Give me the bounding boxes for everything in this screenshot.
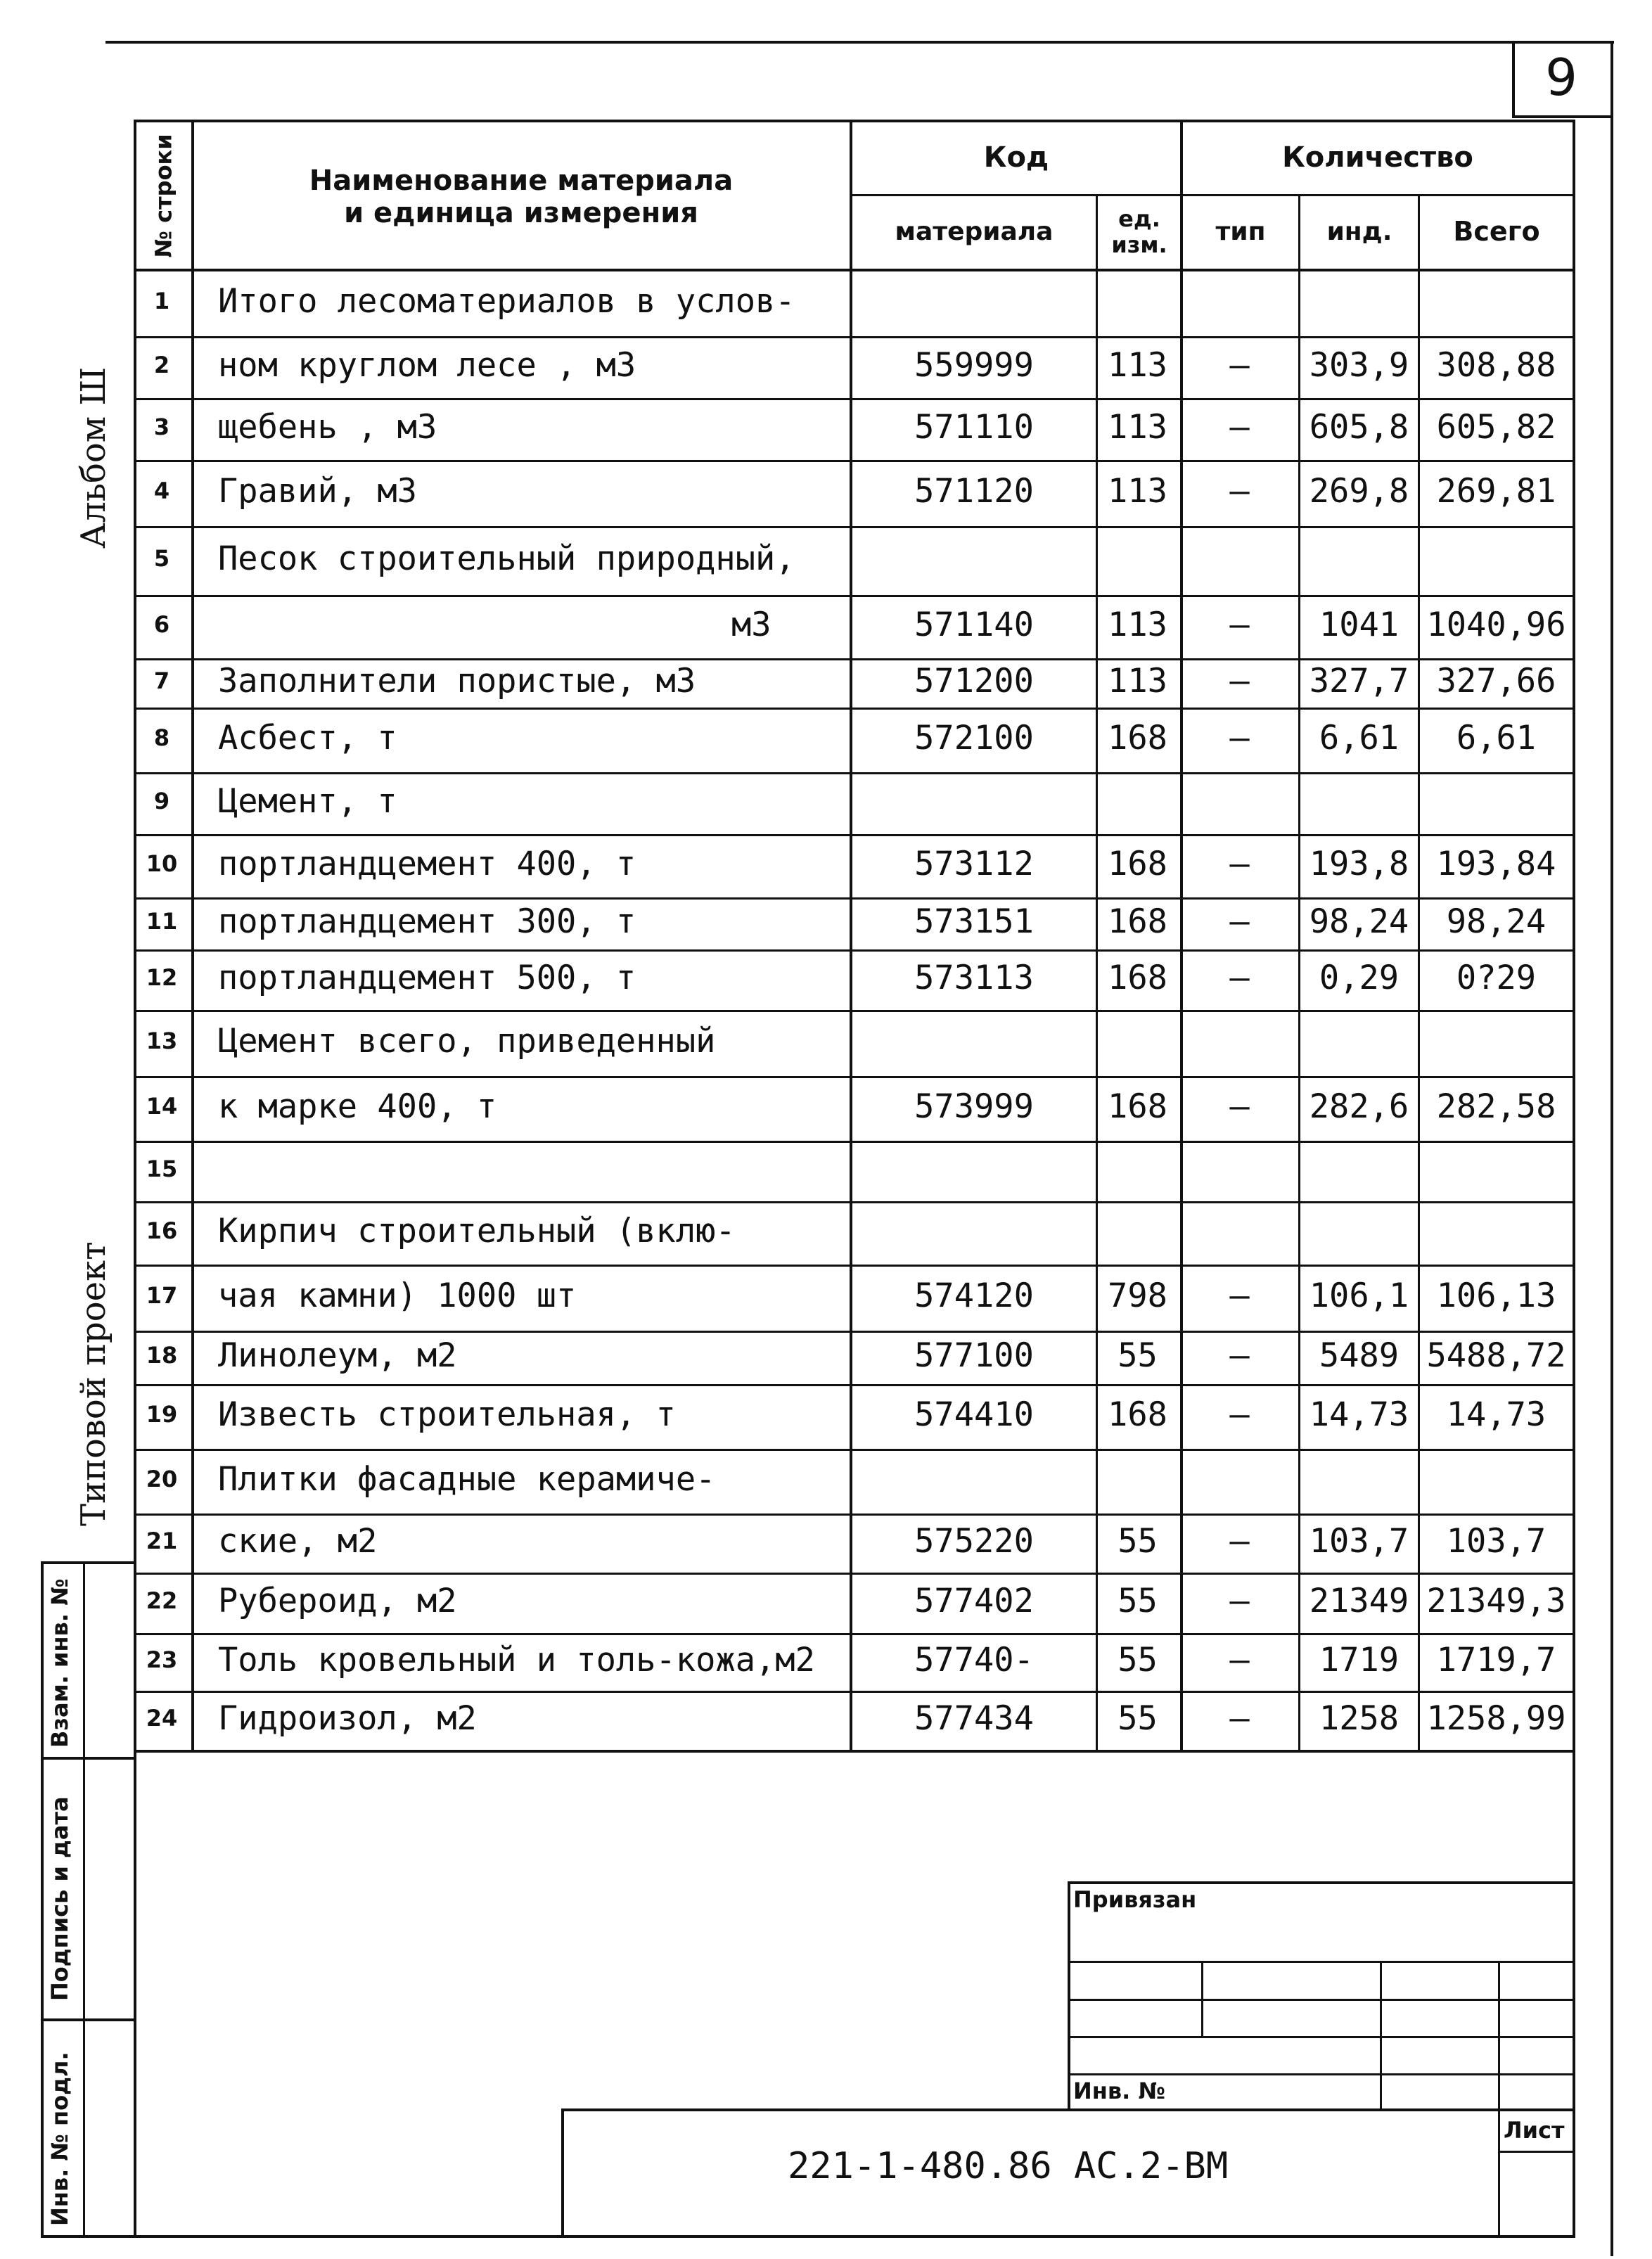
qty-total: 1040,96: [1426, 606, 1566, 644]
header-code-unit-1: ед.: [1118, 205, 1160, 233]
side-label-project: Типовой проект: [74, 1241, 113, 1526]
qty-total: 0?29: [1456, 959, 1537, 997]
material-code: 573113: [914, 959, 1034, 997]
row-divider: [134, 398, 1575, 400]
row-divider: [134, 834, 1575, 836]
row-number: 6: [153, 611, 170, 638]
qty-total: 103,7: [1446, 1522, 1547, 1561]
material-name: Рубероид, м2: [218, 1582, 457, 1620]
material-name: Итого лесоматериалов в услов-: [218, 282, 795, 321]
qty-type: –: [1229, 662, 1250, 700]
row-divider: [134, 1265, 1575, 1267]
qty-type: –: [1229, 1276, 1250, 1315]
tb-privyazan-label: Привязан: [1073, 1886, 1197, 1913]
material-name: ские, м2: [218, 1522, 378, 1561]
qty-total: 282,58: [1436, 1087, 1556, 1126]
qty-individual: 0,29: [1319, 959, 1400, 997]
qty-individual: 303,9: [1309, 346, 1409, 385]
header-qty-ind: инд.: [1326, 217, 1392, 247]
material-name: м3: [731, 606, 771, 644]
qty-total: 269,81: [1436, 472, 1556, 511]
unit-code: 113: [1108, 662, 1167, 700]
col-line-ind: [1418, 194, 1420, 1751]
row-number: 2: [153, 352, 170, 378]
material-name: Кирпич строительный (вклю-: [218, 1212, 736, 1250]
material-code: 571140: [914, 606, 1034, 644]
material-code: 571110: [914, 408, 1034, 447]
qty-type: –: [1229, 845, 1250, 883]
row-number: 17: [146, 1282, 178, 1309]
unit-code: 113: [1108, 606, 1167, 644]
row-number: 21: [146, 1528, 178, 1554]
material-name: Гидроизол, м2: [218, 1699, 477, 1738]
unit-code: 113: [1108, 346, 1167, 385]
unit-code: 55: [1118, 1582, 1158, 1620]
row-number: 3: [153, 414, 170, 440]
row-number: 13: [146, 1028, 178, 1054]
qty-type: –: [1229, 719, 1250, 757]
row-divider: [134, 1633, 1575, 1635]
material-name: Известь строительная, т: [218, 1395, 676, 1434]
col-line-num: [191, 120, 194, 1751]
material-code: 572100: [914, 719, 1034, 757]
row-number: 4: [153, 478, 170, 504]
material-code: 573112: [914, 845, 1034, 883]
stamp-vzam-inv: Взам. инв. №: [46, 1578, 73, 1748]
row-number: 19: [146, 1401, 178, 1428]
qty-type: –: [1229, 1699, 1250, 1738]
material-name: Толь кровельный и толь-кожа,м2: [218, 1641, 815, 1679]
stamp-sign-date: Подпись и дата: [46, 1796, 73, 2001]
row-number: 24: [146, 1705, 178, 1732]
qty-total: 308,88: [1436, 346, 1556, 385]
col-line-name: [850, 120, 852, 1751]
qty-individual: 103,7: [1309, 1522, 1409, 1561]
header-name-line2: и единица измерения: [344, 197, 698, 229]
row-divider: [134, 772, 1575, 774]
row-number: 5: [153, 545, 170, 572]
stamp-strip-left: [41, 1561, 44, 2236]
row-divider: [134, 897, 1575, 900]
row-number: 16: [146, 1217, 178, 1244]
qty-individual: 98,24: [1309, 902, 1409, 941]
stamp-divider-1: [41, 1757, 136, 1760]
material-name: Цемент, т: [218, 782, 397, 821]
material-code: 571200: [914, 662, 1034, 700]
header-code-material: материала: [895, 217, 1054, 247]
tb-grid-v3: [1498, 1961, 1500, 2110]
material-name: Цемент всего, приведенный: [218, 1022, 716, 1061]
qty-type: –: [1229, 902, 1250, 941]
row-divider: [134, 1384, 1575, 1386]
qty-individual: 21349: [1309, 1582, 1409, 1620]
material-name: портландцемент 500, т: [218, 959, 636, 997]
tb-list-label: Лист: [1504, 2117, 1565, 2144]
material-code: 573999: [914, 1087, 1034, 1126]
header-code-unit-2: изм.: [1111, 231, 1167, 258]
material-code: 577434: [914, 1699, 1034, 1738]
header-bottom: [134, 269, 1575, 271]
qty-individual: 1258: [1319, 1699, 1400, 1738]
material-name: Асбест, т: [218, 719, 397, 757]
qty-individual: 1719: [1319, 1641, 1400, 1679]
qty-total: 98,24: [1446, 902, 1547, 941]
qty-type: –: [1229, 1336, 1250, 1375]
row-number: 11: [146, 908, 178, 935]
qty-type: –: [1229, 346, 1250, 385]
qty-individual: 1041: [1319, 606, 1400, 644]
material-name: Плитки фасадные керамиче-: [218, 1460, 716, 1499]
qty-individual: 282,6: [1309, 1087, 1409, 1126]
qty-total: 1719,7: [1436, 1641, 1556, 1679]
header-quantity: Количество: [1282, 141, 1473, 174]
material-name: щебень , м3: [218, 408, 437, 447]
unit-code: 113: [1108, 472, 1167, 511]
qty-individual: 5489: [1319, 1336, 1400, 1375]
qty-type: –: [1229, 1522, 1250, 1561]
qty-type: –: [1229, 1641, 1250, 1679]
material-name: Песок строительный природный,: [218, 539, 795, 578]
qty-total: 193,84: [1436, 845, 1556, 883]
row-number: 7: [153, 667, 170, 694]
row-number: 8: [153, 724, 170, 751]
tb-privyazan-top: [1068, 1881, 1575, 1884]
table-bottom: [134, 2235, 1575, 2238]
material-name: к марке 400, т: [218, 1087, 497, 1126]
material-name: ном круглом лесе , м3: [218, 346, 636, 385]
unit-code: 55: [1118, 1336, 1158, 1375]
qty-type: –: [1229, 959, 1250, 997]
material-name: портландцемент 400, т: [218, 845, 636, 883]
qty-total: 1258,99: [1426, 1699, 1566, 1738]
unit-code: 168: [1108, 719, 1167, 757]
material-code: 57740-: [914, 1641, 1034, 1679]
material-name: Заполнители пористые, м3: [218, 662, 696, 700]
row-number: 10: [146, 850, 178, 877]
row-divider: [134, 1076, 1575, 1078]
row-divider: [134, 526, 1575, 528]
row-divider: [134, 1573, 1575, 1575]
stamp-strip-inner: [83, 1561, 85, 2236]
row-number: 22: [146, 1587, 178, 1614]
material-code: 577402: [914, 1582, 1034, 1620]
header-name-line1: Наименование материала: [309, 165, 734, 197]
qty-total: 14,73: [1446, 1395, 1547, 1434]
header-code: Код: [983, 141, 1049, 174]
row-number: 9: [153, 788, 170, 814]
material-name: Линолеум, м2: [218, 1336, 457, 1375]
stamp-inv-no: Инв. № подл.: [46, 2052, 73, 2226]
material-name: чая камни) 1000 шт: [218, 1276, 577, 1315]
row-divider: [134, 336, 1575, 338]
row-divider: [134, 1331, 1575, 1333]
right-edge: [1611, 41, 1613, 2256]
stamp-strip-top: [41, 1561, 136, 1564]
stamp-divider-2: [41, 2018, 136, 2021]
qty-type: –: [1229, 1582, 1250, 1620]
row-number: 23: [146, 1646, 178, 1673]
unit-code: 168: [1108, 902, 1167, 941]
row-divider: [134, 1201, 1575, 1203]
row-divider: [134, 460, 1575, 462]
qty-individual: 6,61: [1319, 719, 1400, 757]
unit-code: 798: [1108, 1276, 1167, 1315]
qty-type: –: [1229, 606, 1250, 644]
material-name: Гравий, м3: [218, 472, 417, 511]
row-divider: [134, 1449, 1575, 1451]
header-qty-total: Всего: [1453, 216, 1540, 248]
qty-individual: 106,1: [1309, 1276, 1409, 1315]
row-number: 18: [146, 1342, 178, 1369]
row-divider: [134, 1010, 1575, 1012]
rows-bottom: [134, 1750, 1575, 1753]
row-number: 14: [146, 1093, 178, 1120]
unit-code: 55: [1118, 1699, 1158, 1738]
col-line-type: [1298, 194, 1300, 1751]
tb-inv-label: Инв. №: [1073, 2078, 1165, 2104]
qty-total: 5488,72: [1426, 1336, 1566, 1375]
row-divider: [134, 595, 1575, 597]
unit-code: 168: [1108, 1087, 1167, 1126]
qty-total: 6,61: [1456, 719, 1537, 757]
stamp-strip-bottom: [41, 2235, 136, 2238]
qty-individual: 193,8: [1309, 845, 1409, 883]
row-number: 12: [146, 964, 178, 991]
material-name: портландцемент 300, т: [218, 902, 636, 941]
unit-code: 55: [1118, 1641, 1158, 1679]
tb-grid-v1: [1201, 1961, 1203, 2038]
header-name: [194, 141, 848, 253]
material-code: 575220: [914, 1522, 1034, 1561]
unit-code: 168: [1108, 959, 1167, 997]
qty-individual: 605,8: [1309, 408, 1409, 447]
qty-individual: 14,73: [1309, 1395, 1409, 1434]
qty-type: –: [1229, 408, 1250, 447]
qty-total: 327,66: [1436, 662, 1556, 700]
unit-code: 168: [1108, 845, 1167, 883]
material-code: 574120: [914, 1276, 1034, 1315]
qty-total: 605,82: [1436, 408, 1556, 447]
row-number: 20: [146, 1466, 178, 1492]
table-right: [1573, 120, 1575, 2236]
header-code-unit: [1099, 197, 1180, 267]
header-row-number-label: № строки: [150, 133, 177, 258]
qty-individual: 269,8: [1309, 472, 1409, 511]
side-label-album: Альбом Ш: [74, 366, 113, 549]
material-code: 577100: [914, 1336, 1034, 1375]
top-rule: [105, 41, 1614, 44]
tb-grid-v2: [1380, 1961, 1382, 2110]
tb-main-top: [561, 2108, 1575, 2111]
tb-list-left: [1498, 2108, 1500, 2236]
unit-code: 55: [1118, 1522, 1158, 1561]
header-qty-type: тип: [1215, 217, 1266, 247]
row-number: 1: [153, 288, 170, 314]
tb-list-divider: [1498, 2151, 1575, 2153]
row-divider: [134, 1691, 1575, 1693]
unit-code: 113: [1108, 408, 1167, 447]
row-divider: [134, 708, 1575, 710]
material-code: 573151: [914, 902, 1034, 941]
header-subline: [851, 194, 1575, 196]
row-number: 15: [146, 1156, 178, 1182]
material-code: 559999: [914, 346, 1034, 385]
row-divider: [134, 1141, 1575, 1143]
unit-code: 168: [1108, 1395, 1167, 1434]
tb-main-left: [561, 2108, 564, 2236]
material-code: 571120: [914, 472, 1034, 511]
qty-type: –: [1229, 472, 1250, 511]
qty-total: 21349,3: [1426, 1582, 1566, 1620]
header-row-number: [136, 122, 191, 269]
tb-privyazan-left: [1068, 1881, 1070, 2110]
qty-type: –: [1229, 1087, 1250, 1126]
row-divider: [134, 949, 1575, 952]
row-divider: [134, 1514, 1575, 1516]
row-divider: [134, 658, 1575, 660]
qty-total: 106,13: [1436, 1276, 1556, 1315]
qty-individual: 327,7: [1309, 662, 1409, 700]
qty-type: –: [1229, 1395, 1250, 1434]
page-number: 9: [1545, 48, 1577, 107]
document-code: 221-1-480.86 АС.2-ВМ: [788, 2145, 1229, 2187]
material-code: 574410: [914, 1395, 1034, 1434]
